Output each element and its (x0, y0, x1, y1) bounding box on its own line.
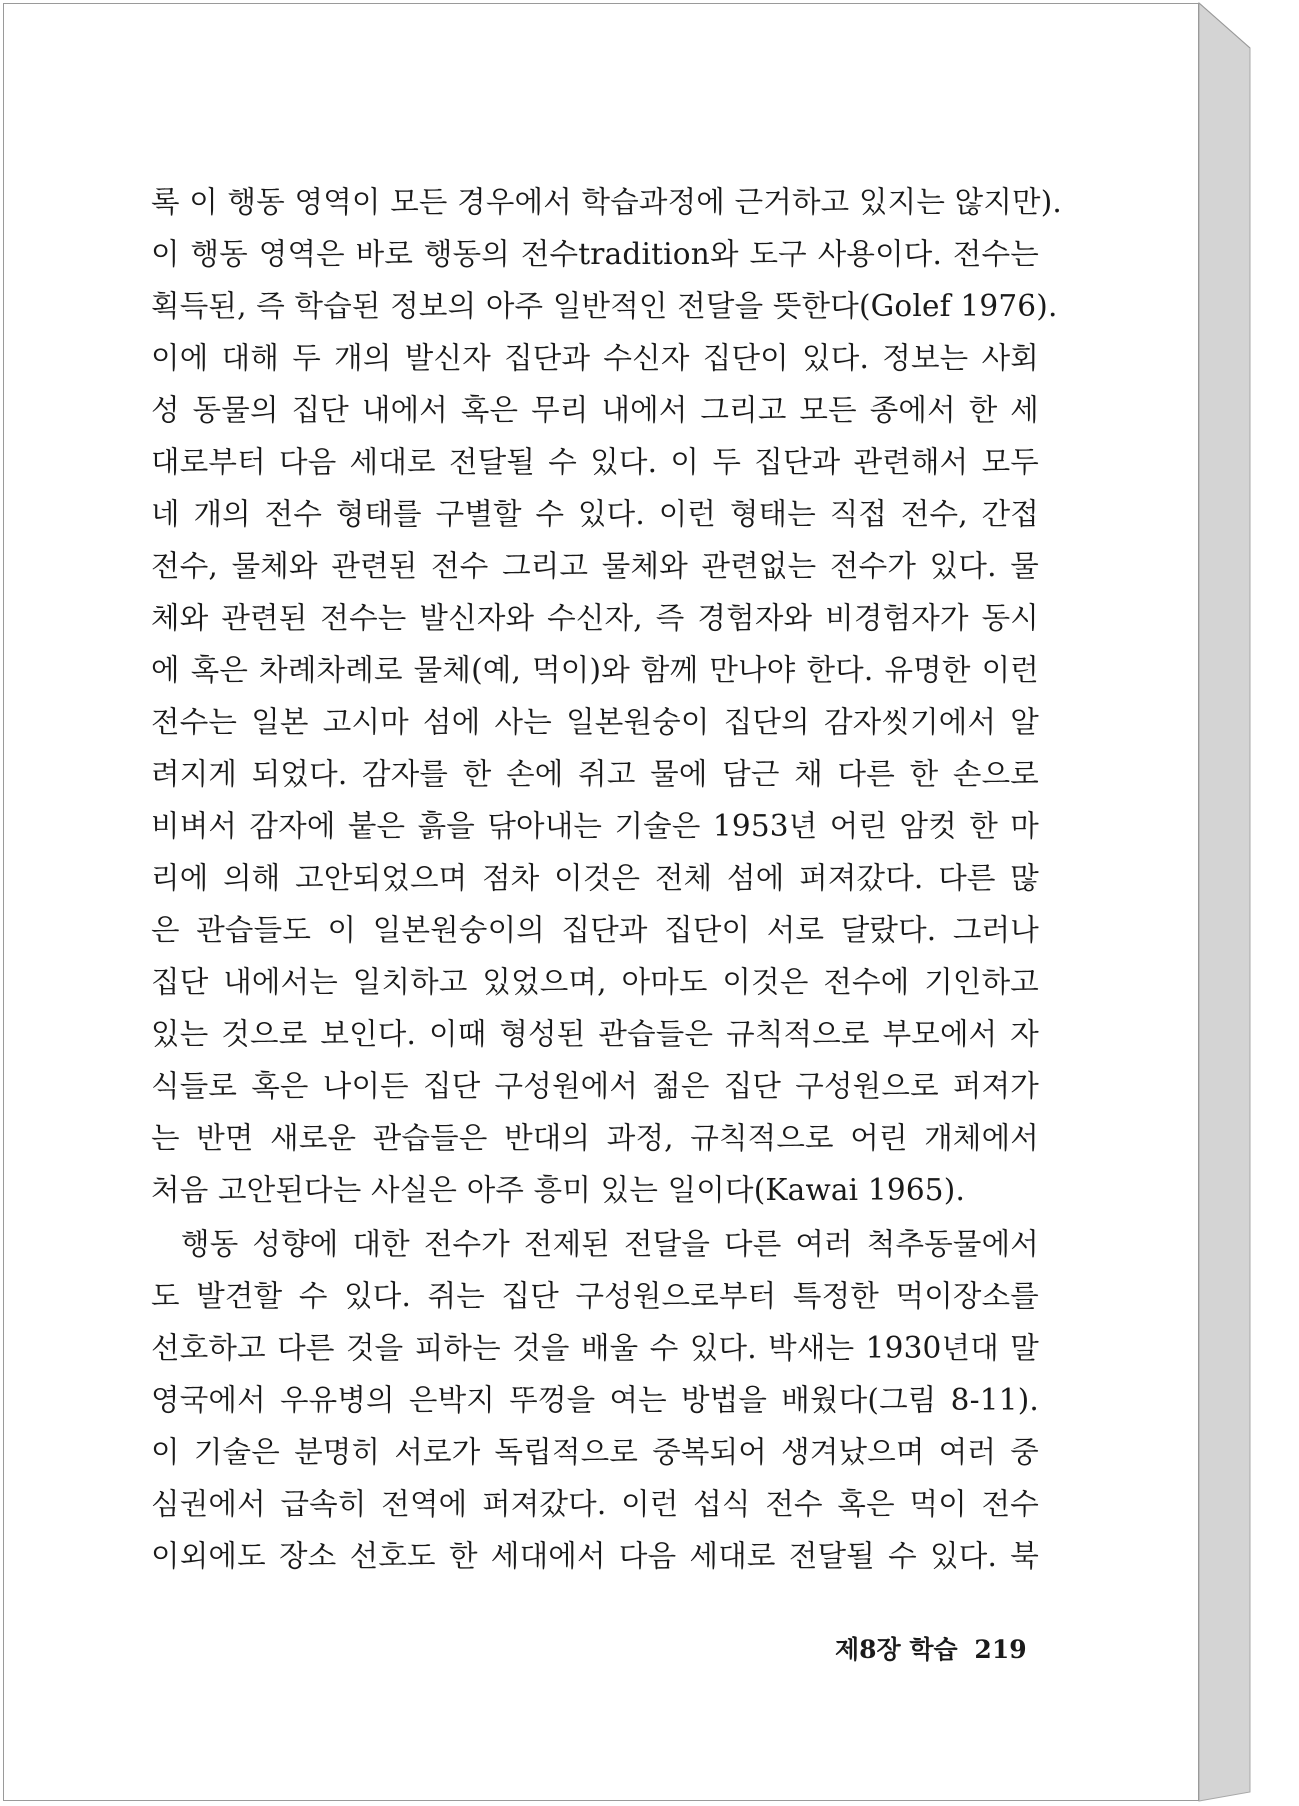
paragraph-1 (151, 176, 1062, 1216)
text-line: 비벼서 감자에 붙은 흙을 닦아내는 기술은 1953년 어린 암컷 한 마 (151, 809, 1039, 843)
text-line: 영국에서 우유병의 은박지 뚜껑을 여는 방법을 배웠다(그림 8-11). (151, 1383, 1039, 1417)
text-line: 집단 내에서는 일치하고 있었으며, 아마도 이것은 전수에 기인하고 (151, 965, 1039, 999)
text-line: 려지게 되었다. 감자를 한 손에 쥐고 물에 담근 채 다른 한 손으로 (151, 757, 1039, 791)
text-line: 는 반면 새로운 관습들은 반대의 과정, 규칙적으로 어린 개체에서 (151, 1121, 1039, 1155)
text-line: 리에 의해 고안되었으며 점차 이것은 전체 섬에 퍼져갔다. 다른 많 (151, 861, 1039, 895)
text-line: 심권에서 급속히 전역에 퍼져갔다. 이런 섭식 전수 혹은 먹이 전수 (151, 1487, 1039, 1521)
text-line: 선호하고 다른 것을 피하는 것을 배울 수 있다. 박새는 1930년대 말 (151, 1331, 1039, 1365)
text-line: 전수는 일본 고시마 섬에 사는 일본원숭이 집단의 감자씻기에서 알 (151, 705, 1039, 739)
text-line: 전수, 물체와 관련된 전수 그리고 물체와 관련없는 전수가 있다. 물 (151, 549, 1039, 583)
chapter-label: 제8장 학습 (835, 1635, 958, 1664)
text-line: 체와 관련된 전수는 발신자와 수신자, 즉 경험자와 비경험자가 동시 (151, 601, 1039, 635)
text-line: 획득된, 즉 학습된 정보의 아주 일반적인 전달을 뜻한다(Golef 1976). (151, 289, 1058, 323)
page-footer (835, 1632, 1027, 1668)
text-line: 행동 성향에 대한 전수가 전제된 전달을 다른 여러 척추동물에서 (181, 1227, 1039, 1261)
text-line: 성 동물의 집단 내에서 혹은 무리 내에서 그리고 모든 종에서 한 세 (151, 393, 1039, 427)
text-line: 에 혹은 차례차례로 물체(예, 먹이)와 함께 만나야 한다. 유명한 이런 (151, 653, 1039, 687)
text-line: 처음 고안된다는 사실은 아주 흥미 있는 일이다(Kawai 1965). (151, 1173, 966, 1207)
text-line: 이 기술은 분명히 서로가 독립적으로 중복되어 생겨났으며 여러 중 (151, 1435, 1039, 1469)
page-number: 219 (974, 1635, 1027, 1664)
paragraph-2 (151, 1218, 1039, 1582)
text-line: 이에 대해 두 개의 발신자 집단과 수신자 집단이 있다. 정보는 사회 (151, 341, 1039, 375)
text-line: 이외에도 장소 선호도 한 세대에서 다음 세대로 전달될 수 있다. 북 (151, 1539, 1039, 1573)
text-line: 식들로 혹은 나이든 집단 구성원에서 젊은 집단 구성원으로 퍼져가 (151, 1069, 1039, 1103)
text-line: 있는 것으로 보인다. 이때 형성된 관습들은 규칙적으로 부모에서 자 (151, 1017, 1039, 1051)
text-line: 은 관습들도 이 일본원숭이의 집단과 집단이 서로 달랐다. 그러나 (151, 913, 1039, 947)
text-line: 록 이 행동 영역이 모든 경우에서 학습과정에 근거하고 있지는 않지만). (151, 185, 1062, 219)
text-line: 도 발견할 수 있다. 쥐는 집단 구성원으로부터 특정한 먹이장소를 (151, 1279, 1039, 1313)
text-line: 이 행동 영역은 바로 행동의 전수tradition와 도구 사용이다. 전수는 (151, 237, 1039, 271)
text-line: 대로부터 다음 세대로 전달될 수 있다. 이 두 집단과 관련해서 모두 (151, 445, 1039, 479)
text-line: 네 개의 전수 형태를 구별할 수 있다. 이런 형태는 직접 전수, 간접 (151, 497, 1039, 531)
body-text (151, 176, 1062, 1582)
